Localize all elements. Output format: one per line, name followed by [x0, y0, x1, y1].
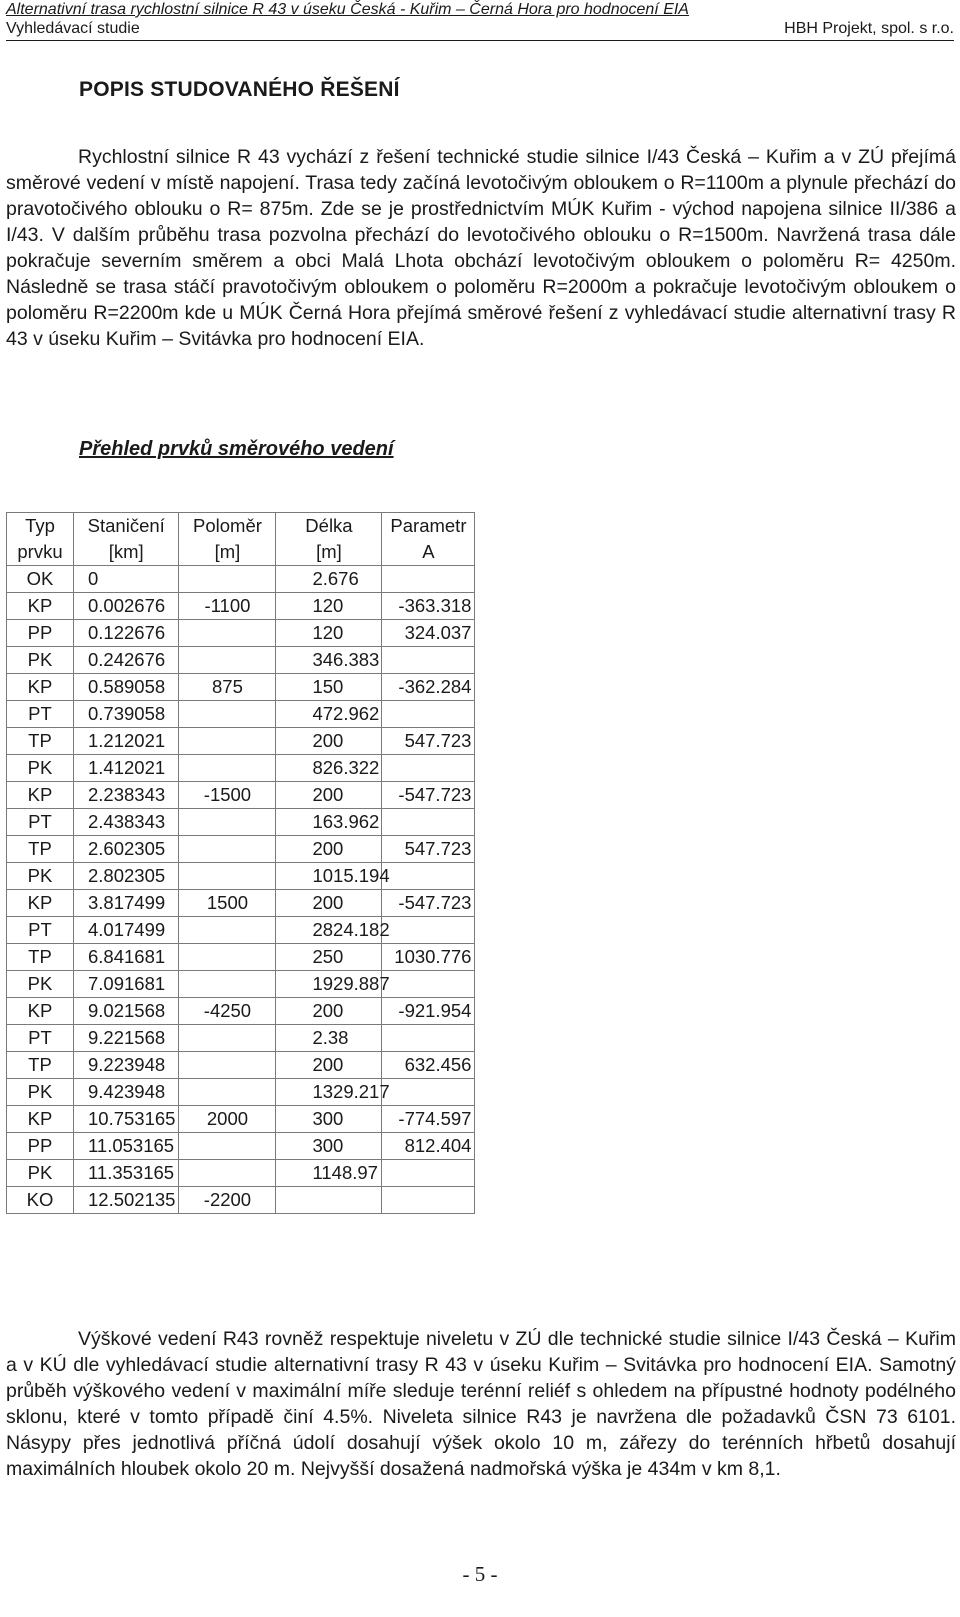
- cell-parametr: 547.723: [382, 836, 475, 863]
- paragraph-route-description: [6, 144, 956, 352]
- cell-parametr: [382, 755, 475, 782]
- cell-parametr: -547.723: [382, 782, 475, 809]
- cell-polomer: 2000: [179, 1106, 276, 1133]
- cell-delka: 2.38: [276, 1025, 382, 1052]
- cell-parametr: [382, 1160, 475, 1187]
- company-name: HBH Projekt, spol. s r.o.: [784, 20, 954, 37]
- cell-typ: TP: [7, 1052, 74, 1079]
- cell-typ: PK: [7, 647, 74, 674]
- table-row: [7, 620, 475, 647]
- cell-staniceni: 2.438343: [74, 809, 179, 836]
- cell-parametr: [382, 566, 475, 593]
- header-row-1: [6, 0, 954, 19]
- cell-staniceni: 1.212021: [74, 728, 179, 755]
- table-row: [7, 809, 475, 836]
- paragraph-vertical-alignment: [6, 1326, 956, 1482]
- cell-polomer: [179, 863, 276, 890]
- cell-staniceni: 6.841681: [74, 944, 179, 971]
- table-row: [7, 1133, 475, 1160]
- cell-parametr: [382, 917, 475, 944]
- cell-polomer: [179, 620, 276, 647]
- cell-delka: 200: [276, 890, 382, 917]
- table-heading: Přehled prvků směrového vedení: [79, 438, 394, 460]
- cell-staniceni: 0: [74, 566, 179, 593]
- cell-delka: 300: [276, 1106, 382, 1133]
- cell-parametr: [382, 1187, 475, 1214]
- table-row: [7, 836, 475, 863]
- cell-parametr: 812.404: [382, 1133, 475, 1160]
- cell-typ: PK: [7, 1079, 74, 1106]
- cell-delka: 150: [276, 674, 382, 701]
- cell-delka: 120: [276, 593, 382, 620]
- cell-delka: 300: [276, 1133, 382, 1160]
- table-row: [7, 1025, 475, 1052]
- cell-delka: 200: [276, 998, 382, 1025]
- cell-staniceni: 12.502135: [74, 1187, 179, 1214]
- table-header-row: [7, 513, 475, 566]
- cell-staniceni: 1.412021: [74, 755, 179, 782]
- cell-delka: 250: [276, 944, 382, 971]
- cell-staniceni: 0.122676: [74, 620, 179, 647]
- cell-staniceni: 0.739058: [74, 701, 179, 728]
- cell-typ: KP: [7, 1106, 74, 1133]
- table-row: [7, 1187, 475, 1214]
- cell-typ: KO: [7, 1187, 74, 1214]
- cell-delka: 2.676: [276, 566, 382, 593]
- table-row: [7, 755, 475, 782]
- cell-polomer: -2200: [179, 1187, 276, 1214]
- table-row: [7, 1052, 475, 1079]
- cell-typ: PK: [7, 755, 74, 782]
- header-staniceni: Staničení [km]: [74, 513, 179, 566]
- cell-polomer: 1500: [179, 890, 276, 917]
- cell-typ: PK: [7, 971, 74, 998]
- cell-typ: TP: [7, 728, 74, 755]
- cell-typ: PT: [7, 917, 74, 944]
- cell-polomer: -1500: [179, 782, 276, 809]
- cell-parametr: 324.037: [382, 620, 475, 647]
- table-row: [7, 944, 475, 971]
- cell-typ: PK: [7, 1160, 74, 1187]
- cell-parametr: [382, 809, 475, 836]
- header-typ: Typ prvku: [7, 513, 74, 566]
- cell-staniceni: 3.817499: [74, 890, 179, 917]
- cell-delka: [276, 1187, 382, 1214]
- cell-delka: 200: [276, 782, 382, 809]
- cell-parametr: [382, 701, 475, 728]
- cell-delka: 200: [276, 728, 382, 755]
- cell-polomer: -4250: [179, 998, 276, 1025]
- cell-polomer: [179, 971, 276, 998]
- cell-typ: PT: [7, 1025, 74, 1052]
- table-row: [7, 701, 475, 728]
- table-row: [7, 863, 475, 890]
- cell-parametr: -921.954: [382, 998, 475, 1025]
- cell-typ: PP: [7, 620, 74, 647]
- cell-parametr: 632.456: [382, 1052, 475, 1079]
- cell-staniceni: 0.589058: [74, 674, 179, 701]
- alignment-elements-table: [6, 512, 475, 1214]
- cell-staniceni: 4.017499: [74, 917, 179, 944]
- table-row: [7, 782, 475, 809]
- cell-polomer: [179, 917, 276, 944]
- cell-staniceni: 10.753165: [74, 1106, 179, 1133]
- cell-typ: KP: [7, 782, 74, 809]
- cell-delka: 200: [276, 836, 382, 863]
- cell-typ: KP: [7, 674, 74, 701]
- cell-polomer: [179, 728, 276, 755]
- paragraph-2-text: Výškové vedení R43 rovněž respektuje niveletu v ZÚ dle technické studie silnice I/43 Česká – Kuřim a v KÚ dle vyhledávací studie alternativní trasy R 43 v úseku Kuřim – Svitávka pro hodnocení EIA. Samotný průběh výškového vedení v maximální míře sleduje terénní reliéf s ohledem na přípustné hodnoty podélného sklonu, které v tomto případě činí 4.5%. Niveleta silnice R43 je navržena dle požadavků ČSN 73 6101. Násypy přes jednotlivá příčná údolí dosahují výšek okolo 10 m, zářezy do terénních hřbetů dosahují maximálních hloubek okolo 20 m. Nejvyšší dosažená nadmořská výška je 434m v km 8,1.: [6, 1328, 956, 1480]
- cell-delka: 163.962: [276, 809, 382, 836]
- header-delka: Délka [m]: [276, 513, 382, 566]
- table-row: [7, 593, 475, 620]
- header-polomer: Poloměr [m]: [179, 513, 276, 566]
- cell-typ: PP: [7, 1133, 74, 1160]
- cell-typ: PK: [7, 863, 74, 890]
- cell-polomer: [179, 1133, 276, 1160]
- cell-typ: PT: [7, 701, 74, 728]
- cell-polomer: [179, 647, 276, 674]
- table-row: [7, 674, 475, 701]
- cell-parametr: [382, 863, 475, 890]
- table-row: [7, 917, 475, 944]
- table-row: [7, 1160, 475, 1187]
- cell-parametr: [382, 1079, 475, 1106]
- cell-typ: OK: [7, 566, 74, 593]
- cell-staniceni: 11.053165: [74, 1133, 179, 1160]
- cell-parametr: -547.723: [382, 890, 475, 917]
- cell-delka: 826.322: [276, 755, 382, 782]
- cell-staniceni: 11.353165: [74, 1160, 179, 1187]
- cell-polomer: 875: [179, 674, 276, 701]
- header-row-2: [6, 19, 954, 38]
- cell-delka: 472.962: [276, 701, 382, 728]
- cell-parametr: [382, 647, 475, 674]
- cell-polomer: [179, 701, 276, 728]
- cell-polomer: [179, 1079, 276, 1106]
- table-row: [7, 890, 475, 917]
- page-header: [6, 0, 954, 41]
- cell-parametr: -363.318: [382, 593, 475, 620]
- cell-polomer: [179, 1052, 276, 1079]
- cell-delka: 120: [276, 620, 382, 647]
- cell-typ: PT: [7, 809, 74, 836]
- cell-parametr: -774.597: [382, 1106, 475, 1133]
- cell-polomer: [179, 944, 276, 971]
- cell-delka: 2824.182: [276, 917, 382, 944]
- cell-polomer: [179, 1025, 276, 1052]
- cell-delka: 346.383: [276, 647, 382, 674]
- cell-staniceni: 9.021568: [74, 998, 179, 1025]
- cell-staniceni: 9.223948: [74, 1052, 179, 1079]
- cell-staniceni: 2.238343: [74, 782, 179, 809]
- cell-delka: 1329.217: [276, 1079, 382, 1106]
- table-row: [7, 1106, 475, 1133]
- cell-staniceni: 2.802305: [74, 863, 179, 890]
- cell-staniceni: 2.602305: [74, 836, 179, 863]
- cell-typ: KP: [7, 998, 74, 1025]
- cell-polomer: [179, 566, 276, 593]
- cell-parametr: [382, 1025, 475, 1052]
- cell-typ: KP: [7, 890, 74, 917]
- table-row: [7, 566, 475, 593]
- cell-typ: TP: [7, 836, 74, 863]
- cell-typ: KP: [7, 593, 74, 620]
- cell-parametr: 547.723: [382, 728, 475, 755]
- cell-parametr: -362.284: [382, 674, 475, 701]
- cell-delka: 1148.97: [276, 1160, 382, 1187]
- header-parametr: Parametr A: [382, 513, 475, 566]
- section-heading: POPIS STUDOVANÉHO ŘEŠENÍ: [79, 78, 400, 101]
- cell-polomer: -1100: [179, 593, 276, 620]
- table-row: [7, 998, 475, 1025]
- paragraph-1-text: Rychlostní silnice R 43 vychází z řešení technické studie silnice I/43 Česká – Kuřim a v ZÚ přejímá směrové vedení v místě napojení. Trasa tedy začíná levotočivým obloukem o R=1100m a plynule přechází do pravotočivého oblouku o R= 875m. Zde se je prostřednictvím MÚK Kuřim - východ napojena silnice II/386 a I/43. V dalším průběhu trasa pozvolna přechází do levotočivého oblouku o R=1500m. Navržená trasa dále pokračuje severním směrem a obci Malá Lhota obchází levotočivým obloukem o poloměru R= 4250m. Následně se trasa stáčí pravotočivým obloukem o poloměru R=2000m a pokračuje levotočivým obloukem o poloměru R=2200m kde u MÚK Černá Hora přejímá směrové řešení z vyhledávací studie alternativní trasy R 43 v úseku Kuřim – Svitávka pro hodnocení EIA.: [6, 146, 956, 350]
- cell-staniceni: 9.423948: [74, 1079, 179, 1106]
- cell-staniceni: 0.002676: [74, 593, 179, 620]
- cell-staniceni: 0.242676: [74, 647, 179, 674]
- table-row: [7, 647, 475, 674]
- cell-polomer: [179, 1160, 276, 1187]
- study-type: Vyhledávací studie: [6, 20, 140, 37]
- page-number: - 5 -: [462, 1562, 498, 1586]
- cell-delka: 1929.887: [276, 971, 382, 998]
- cell-delka: 1015.194: [276, 863, 382, 890]
- cell-staniceni: 9.221568: [74, 1025, 179, 1052]
- cell-delka: 200: [276, 1052, 382, 1079]
- cell-polomer: [179, 755, 276, 782]
- table-row: [7, 971, 475, 998]
- table-body: [7, 566, 475, 1214]
- cell-parametr: 1030.776: [382, 944, 475, 971]
- cell-polomer: [179, 809, 276, 836]
- cell-typ: TP: [7, 944, 74, 971]
- cell-staniceni: 7.091681: [74, 971, 179, 998]
- cell-parametr: [382, 971, 475, 998]
- cell-polomer: [179, 836, 276, 863]
- project-title: Alternativní trasa rychlostní silnice R 43 v úseku Česká - Kuřim – Černá Hora pro hodnocení EIA: [6, 1, 689, 18]
- table-row: [7, 728, 475, 755]
- table-row: [7, 1079, 475, 1106]
